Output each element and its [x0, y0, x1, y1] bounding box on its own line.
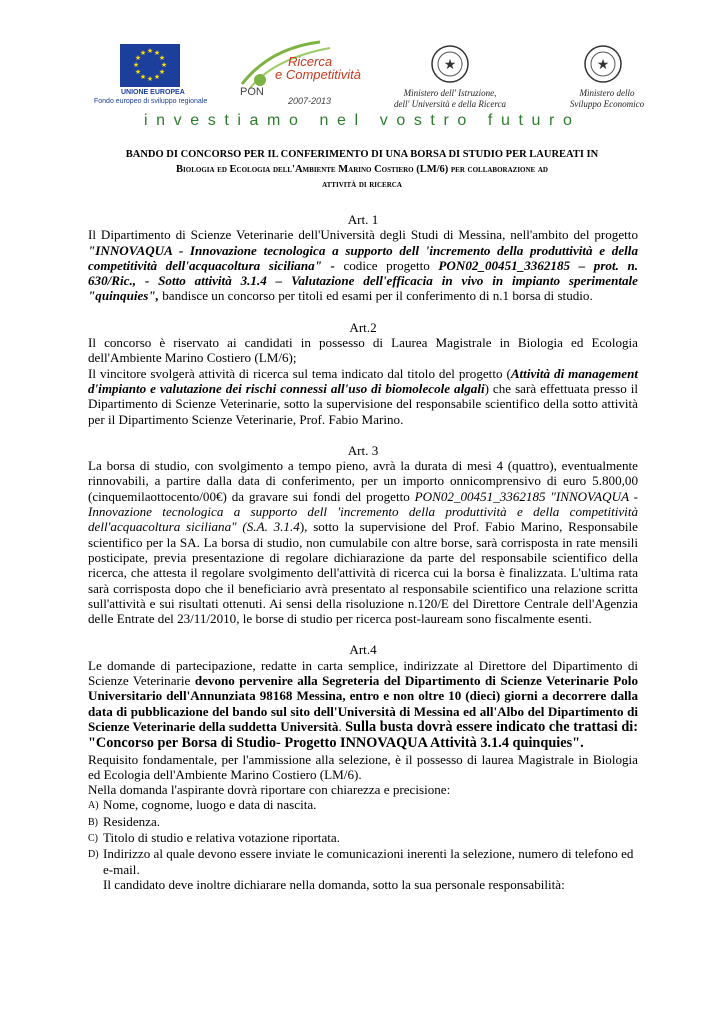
pon-label: PON [240, 86, 264, 98]
art4-deadline-bold: devono pervenire alla Segreteria del Dipartimento di Scienze Veterinarie Polo Universitario dell'Annunziata 98168 Messina, entro e non oltre 10 (dieci) giorni a decorrere dalla data di pubblicazione del bando sul sito dell'Università di Messina ed all'Albo del Dipartimento di Scienze Veterinarie della suddetta Università [88, 673, 638, 734]
svg-text:★: ★ [153, 73, 161, 81]
art3-heading: Art. 3 [347, 442, 379, 458]
header-logos [0, 0, 725, 129]
svg-text:★: ★ [146, 47, 154, 55]
list-text: Nome, cognome, luogo e data di nascita. [103, 797, 317, 813]
svg-text:★: ★ [153, 49, 161, 57]
art1-text-2: codice progetto [334, 257, 439, 273]
svg-text:★: ★ [146, 75, 154, 83]
svg-text:★: ★ [596, 57, 610, 73]
title-line-1: BANDO DI CONCORSO PER IL CONFERIMENTO DI UNA BORSA DI STUDIO PER LAUREATI IN [125, 149, 599, 160]
ministry-economic-line1: Ministero dello [579, 88, 635, 98]
list-letter: B) [88, 816, 98, 828]
italian-emblem-icon [583, 42, 623, 86]
title-line-2: Biologia ed Ecologia dell'Ambiente Marino Costiero (LM/6) per collaborazione ad [176, 164, 548, 175]
art4-envelope-note: Sulla busta dovrà essere indicato che trattasi di: "Concorso per Borsa di Studio- Progetto INNOVAQUA Attività 3.1.4 quinquies". [88, 718, 638, 752]
svg-text:★: ★ [443, 57, 457, 73]
svg-text:★: ★ [139, 49, 147, 57]
svg-text:★: ★ [134, 54, 142, 62]
art4-paragraph-3: Nella domanda l'aspirante dovrà riportare con chiarezza e precisione: [88, 782, 451, 798]
pon-competitivita-label: e Competitività [275, 67, 361, 82]
ministry-education-line2: dell' Università e della Ricerca [393, 99, 507, 109]
list-letter: C) [88, 832, 98, 844]
svg-text:★: ★ [132, 61, 140, 69]
art1-heading: Art. 1 [347, 212, 379, 227]
pon-logo [230, 40, 370, 106]
art1-text-1: Il Dipartimento di Scienze Veterinarie dell'Università degli Studi di Messina, nell'ambito del progetto [88, 227, 638, 243]
title-line-3: attività di ricerca [322, 179, 402, 190]
svg-text:★: ★ [139, 73, 147, 81]
italian-emblem-icon [430, 42, 470, 86]
document-title [88, 147, 636, 192]
list-text: Indirizzo al quale devono essere inviate le comunicazioni inerenti la selezione, numero di telefono ed e-mail. [103, 846, 634, 877]
art3-text-1: La borsa di studio, con svolgimento a tempo pieno, avrà la durata di mesi 4 (quattro), eventualmente rinnovabili, a partire dalla data di conferimento, per un importo onnicomprensivo di euro 5.800,00 (cinquemilaottocento/00€) da gravare sui fondi del progetto [88, 458, 638, 504]
art4-text-1: Le domande di partecipazione, redatte in carta semplice, indirizzate al Direttore del Dipartimento di Scienze Veterinarie [88, 657, 638, 689]
ministry-economic-line2: Sviluppo Economico [569, 99, 645, 109]
list-text: Titolo di studio e relativa votazione riportata. [103, 829, 340, 845]
pon-years-label: 2007-2013 [288, 96, 332, 106]
art3-paragraph [88, 458, 638, 626]
list-item [88, 814, 638, 830]
svg-text:★: ★ [134, 68, 142, 76]
art1-project-title: "INNOVAQUA - Innovazione tecnologica a supporto dell 'incremento della produttività e della competitività dell'acquacoltura siciliana" - [88, 242, 638, 273]
art4-paragraph-1 [88, 658, 638, 752]
ministry-economic-label [552, 88, 662, 110]
art3-project-ref: PON02_00451_3362185 "INNOVAQUA - Innovazione tecnologica a supporto dell 'incremento della produttività e della competitività dell'acquacoltura siciliana" (S.A. 3.1.4 [88, 488, 638, 535]
art1-text-3: bandisce un concorso per titoli ed esami per il conferimento di n.1 borsa di studio. [158, 288, 593, 304]
ministry-education-line1: Ministero dell' Istruzione, [403, 88, 497, 98]
art4-text-2: . [338, 718, 346, 734]
art1-paragraph [88, 227, 638, 303]
art2-text-2: ) che sarà effettuata presso il Dipartimento di Scienze Veterinarie, sotto la supervisione del responsabile scientifico della sotto attività per il Dipartimento Scienze Veterinarie, Prof. Fabio Marino. [88, 380, 638, 427]
list-letter: D) [88, 849, 99, 861]
list-letter: A) [88, 800, 99, 812]
list-text: Residenza. [103, 813, 161, 829]
list-item [88, 846, 638, 877]
art2-heading: Art.2 [349, 319, 377, 335]
pon-ricerca-label: Ricerca [288, 54, 333, 69]
art4-heading: Art.4 [349, 642, 377, 658]
eu-fund-label: Fondo europeo di sviluppo regionale [94, 98, 208, 105]
ministry-education-label [392, 88, 508, 110]
art2-text-1: Il vincitore svolgerà attività di ricerca sul tema indicato dal titolo del progetto ( [88, 365, 511, 381]
art2-research-topic: Attività di management d'impianto e valutazione dei rischi connessi all'uso di biomolecole algali [88, 365, 638, 396]
slogan-banner: investiamo nel vostro futuro [144, 112, 581, 129]
svg-text:★: ★ [160, 61, 168, 69]
list-item [88, 830, 638, 846]
svg-text:★: ★ [158, 68, 166, 76]
eu-stars-icon [120, 44, 180, 87]
art4-paragraph-4: Il candidato deve inoltre dichiarare nella domanda, sotto la sua personale responsabilità: [103, 876, 565, 892]
document-body [88, 212, 638, 892]
svg-text:★: ★ [158, 54, 166, 62]
art3-text-2: ), sotto la supervisione del Prof. Fabio Marino, Responsabile scientifico per la SA. La borsa di studio, non cumulabile con altre borse, sarà corrisposta in rate mensili posticipate, previa presentazione di regolare dichiarazione da parte del responsabile scientifico della ricerca, che attesta il regolare svolgimento dell'attività di ricerca cui la borsa è finalizzata. L'ultima rata sarà corrisposta dopo che il beneficiario avrà presentato al responsabile scientifico una relazione scritta sull'attività e sui risultati ottenuti. Ai sensi della risoluzione n.120/E del Direttore Centrale dell'Agenzia delle Entrate del 23/11/2010, le borse di studio per ricerca post-lauream sono fiscalmente esenti. [88, 519, 638, 627]
art1-project-code: PON02_00451_3362185 – prot. n. 630/Ric., - Sotto attività 3.1.4 – Valutazione dell'efficacia in vivo in impianto sperimentale "quinquies", [88, 257, 639, 304]
eu-flag-logo [120, 44, 180, 87]
art4-paragraph-2: Requisito fondamentale, per l'ammissione alla selezione, è il possesso di laurea Magistrale in Biologia ed Ecologia dell'Ambiente Marino Costiero (LM/6). [88, 751, 638, 782]
art2-paragraph-2 [88, 366, 638, 427]
list-item [88, 797, 638, 813]
eu-label: UNIONE EUROPEA [121, 89, 185, 96]
art2-paragraph-1: Il concorso è riservato ai candidati in possesso di Laurea Magistrale in Biologia ed Ecologia dell'Ambiente Marino Costiero (LM/6); [88, 335, 638, 366]
